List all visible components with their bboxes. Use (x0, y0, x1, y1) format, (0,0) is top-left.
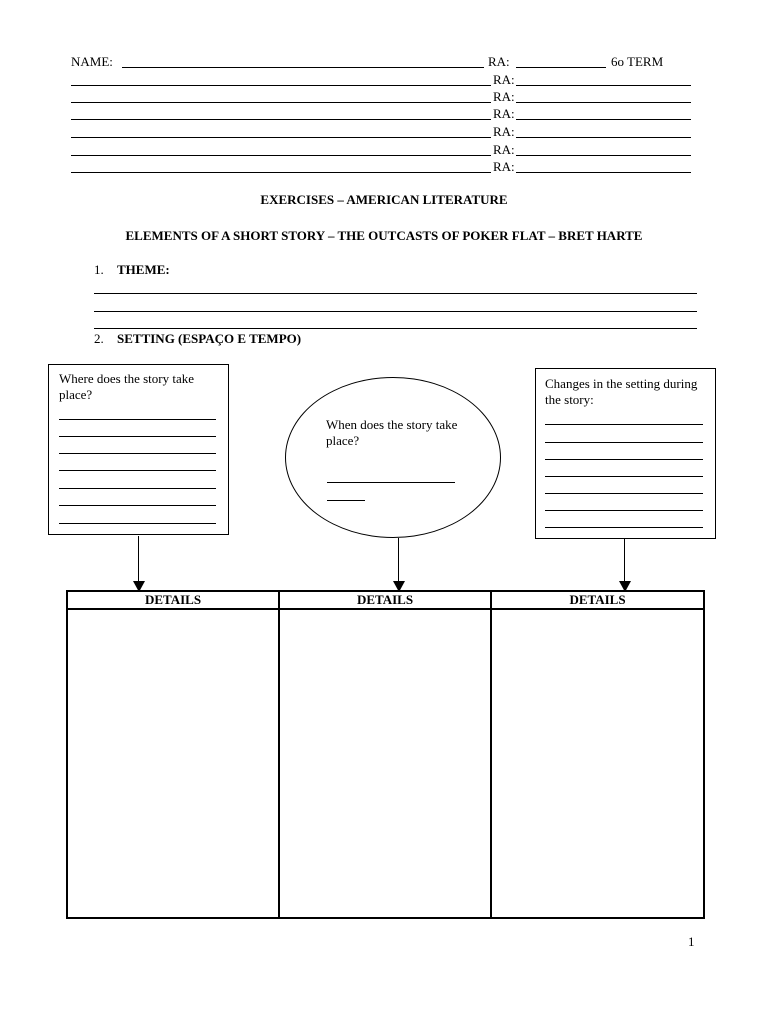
changes-line-4[interactable] (545, 476, 703, 477)
student-line-6[interactable] (71, 155, 491, 156)
where-line-3[interactable] (59, 453, 216, 454)
name-label: NAME: (71, 54, 113, 69)
ra-line-6[interactable] (516, 155, 691, 156)
when-line-1[interactable] (327, 482, 455, 483)
ra-label-6: RA: (493, 142, 515, 157)
details-cell-3[interactable] (491, 609, 704, 918)
changes-line-6[interactable] (545, 510, 703, 511)
details-header-1: DETAILS (67, 591, 279, 609)
details-cell-1[interactable] (67, 609, 279, 918)
changes-question: Changes in the setting during the story: (545, 376, 698, 407)
ra-blank-line[interactable] (516, 67, 606, 68)
changes-line-1[interactable] (545, 424, 703, 425)
ra-label-4: RA: (493, 106, 515, 121)
arrow-changes-shaft (624, 539, 625, 582)
student-line-4[interactable] (71, 119, 491, 120)
when-line-2[interactable] (327, 500, 365, 501)
exercises-title: EXERCISES – AMERICAN LITERATURE (260, 192, 508, 207)
where-line-7[interactable] (59, 523, 216, 524)
when-question: When does the story take place? (326, 417, 458, 448)
details-cell-2[interactable] (279, 609, 491, 918)
setting-label: SETTING (ESPAÇO E TEMPO) (117, 331, 302, 346)
page-number: 1 (688, 934, 695, 949)
details-header-2: DETAILS (279, 591, 491, 609)
changes-line-2[interactable] (545, 442, 703, 443)
ra-label-7: RA: (493, 159, 515, 174)
details-body-row (67, 609, 704, 918)
where-box (48, 364, 229, 535)
details-header-row (67, 591, 704, 609)
changes-line-5[interactable] (545, 493, 703, 494)
ra-line-7[interactable] (516, 172, 691, 173)
where-line-6[interactable] (59, 505, 216, 506)
where-line-1[interactable] (59, 419, 216, 420)
ra-line-3[interactable] (516, 102, 691, 103)
where-line-4[interactable] (59, 470, 216, 471)
ra-label-2: RA: (493, 72, 515, 87)
changes-line-3[interactable] (545, 459, 703, 460)
ra-line-4[interactable] (516, 119, 691, 120)
name-blank-line[interactable] (122, 67, 484, 68)
theme-number: 1. (94, 262, 104, 277)
setting-number: 2. (94, 331, 104, 346)
where-line-5[interactable] (59, 488, 216, 489)
details-table (66, 590, 705, 919)
details-header-3: DETAILS (491, 591, 704, 609)
theme-answer-line-2[interactable] (94, 311, 697, 312)
student-line-2[interactable] (71, 85, 491, 86)
worksheet-subtitle: ELEMENTS OF A SHORT STORY – THE OUTCASTS OF POKER FLAT – BRET HARTE (125, 228, 643, 243)
student-line-7[interactable] (71, 172, 491, 173)
changes-box (535, 368, 716, 539)
ra-label-3: RA: (493, 89, 515, 104)
arrow-where-shaft (138, 536, 139, 582)
where-line-2[interactable] (59, 436, 216, 437)
theme-answer-line-1[interactable] (94, 293, 697, 294)
ra-label: RA: (488, 54, 510, 69)
theme-label: THEME: (117, 262, 170, 277)
when-ellipse (285, 377, 501, 538)
ra-label-5: RA: (493, 124, 515, 139)
ra-line-5[interactable] (516, 137, 691, 138)
term-label: 6o TERM (611, 54, 664, 69)
student-line-5[interactable] (71, 137, 491, 138)
where-question: Where does the story take place? (59, 371, 195, 402)
student-line-3[interactable] (71, 102, 491, 103)
changes-line-7[interactable] (545, 527, 703, 528)
arrow-when-shaft (398, 538, 399, 582)
theme-answer-line-3[interactable] (94, 328, 697, 329)
ra-line-2[interactable] (516, 85, 691, 86)
